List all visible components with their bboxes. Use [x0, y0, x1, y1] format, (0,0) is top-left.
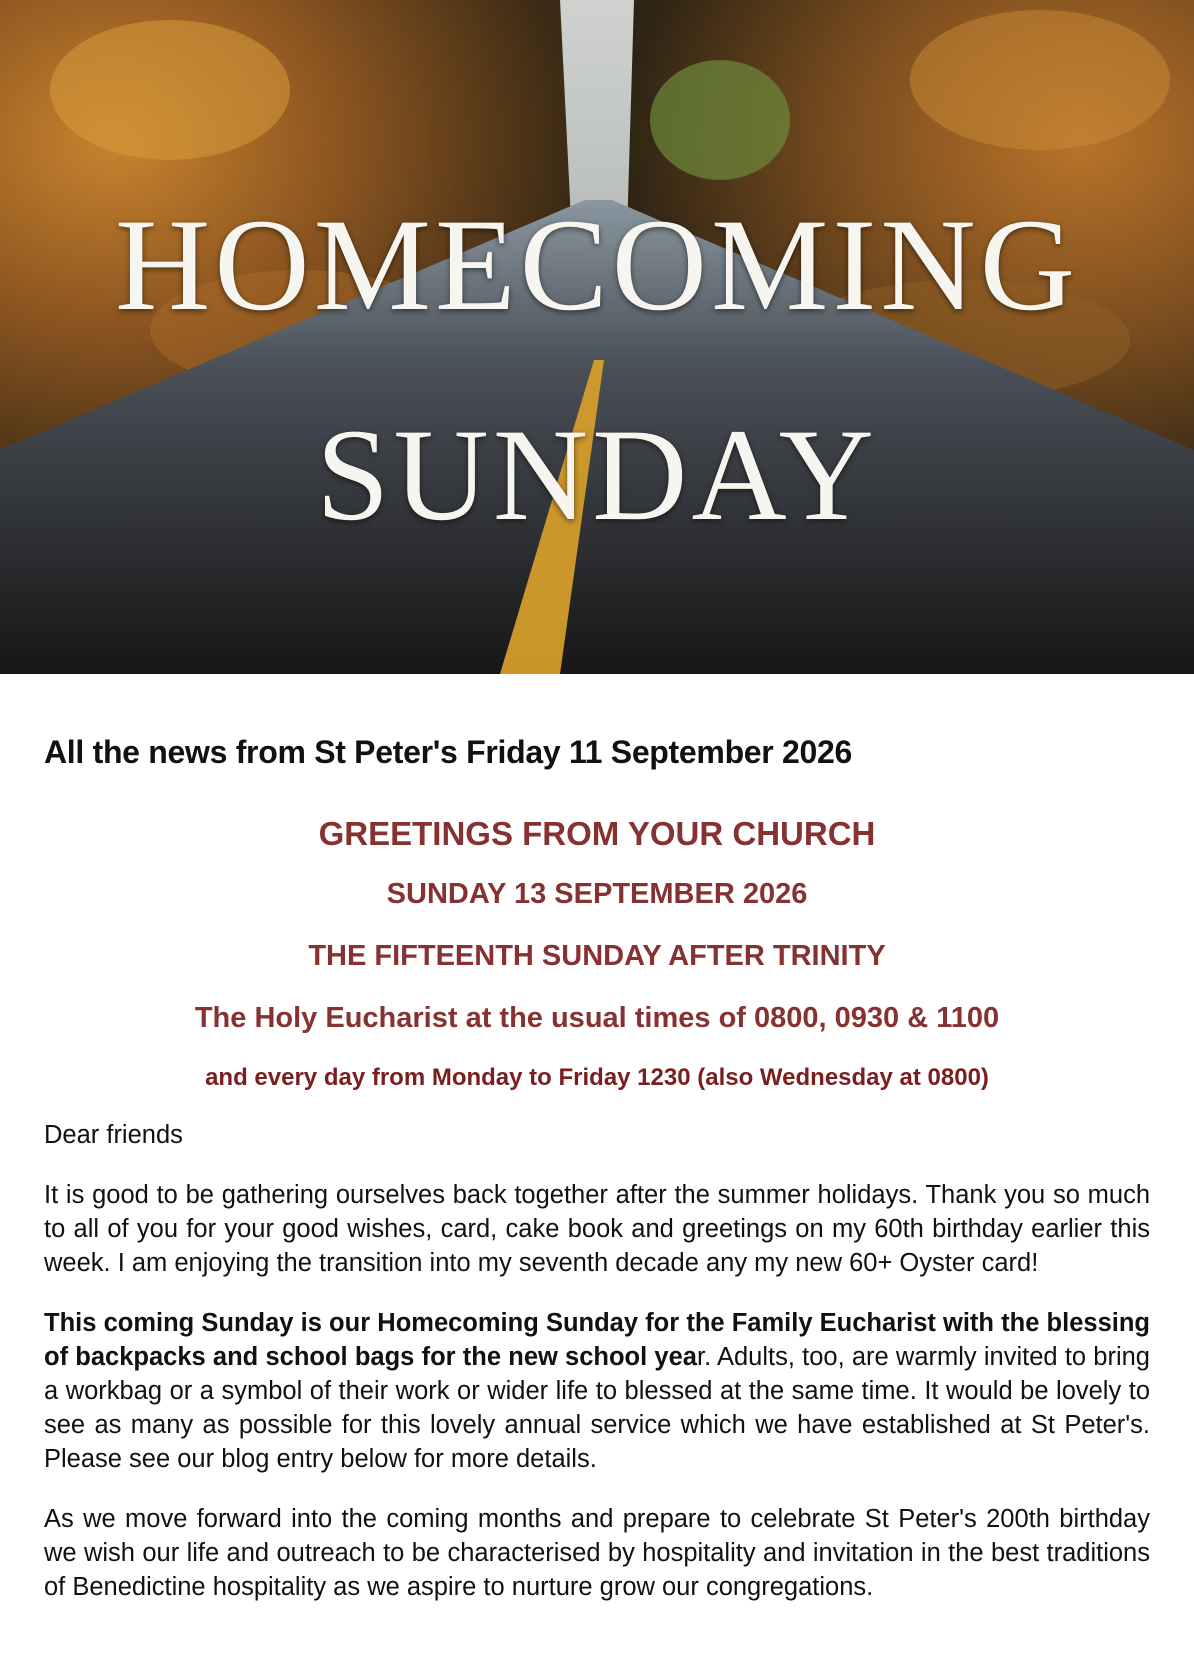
- letter-paragraph: It is good to be gathering ourselves back together after the summer holidays. Thank you so much to all of you for your good wishes, card, cake book and greetings on my 60th birthday earlier this week. I am enjoying the transition into my seventh decade any my new 60+ Oyster card!: [44, 1181, 1150, 1277]
- hero-title-line1: HOMECOMING: [115, 191, 1079, 338]
- newsletter-content: [0, 732, 1194, 1604]
- service-times: The Holy Eucharist at the usual times of 0800, 0930 & 1100: [194, 1002, 1000, 1034]
- newsletter-headline: All the news from St Peter's Friday 11 September 2026: [44, 734, 853, 770]
- letter-paragraph: [44, 1306, 1150, 1476]
- paragraph-text: r. Adults, too, are warmly invited to bring a workbag or a symbol of their work or wider life to blessed at the same time. It would be lovely to see as many as possible for this lovely annual service which we have established at St Peter's. Please see our blog entry below for more details.: [44, 1343, 1150, 1473]
- hero-image: [0, 0, 1194, 674]
- sunday-date: SUNDAY 13 SEPTEMBER 2026: [386, 878, 808, 910]
- letter-salutation: Dear friends: [44, 1121, 183, 1149]
- hero-title-line2: SUNDAY: [316, 401, 878, 548]
- paragraph-bold-text: This coming Sunday is our Homecoming Sunday for the Family Eucharist with the blessing of backpacks and school bags for the new school yea: [44, 1309, 1150, 1371]
- letter-paragraph: As we move forward into the coming months and prepare to celebrate St Peter's 200th birthday we wish our life and outreach to be characterised by hospitality and invitation in the best traditions of Benedictine hospitality as we aspire to nurture grow our congregations.: [44, 1505, 1150, 1601]
- weekday-service-times: and every day from Monday to Friday 1230 (also Wednesday at 0800): [205, 1064, 989, 1091]
- liturgical-day: THE FIFTEENTH SUNDAY AFTER TRINITY: [308, 940, 886, 972]
- greeting-heading: GREETINGS FROM YOUR CHURCH: [318, 815, 876, 852]
